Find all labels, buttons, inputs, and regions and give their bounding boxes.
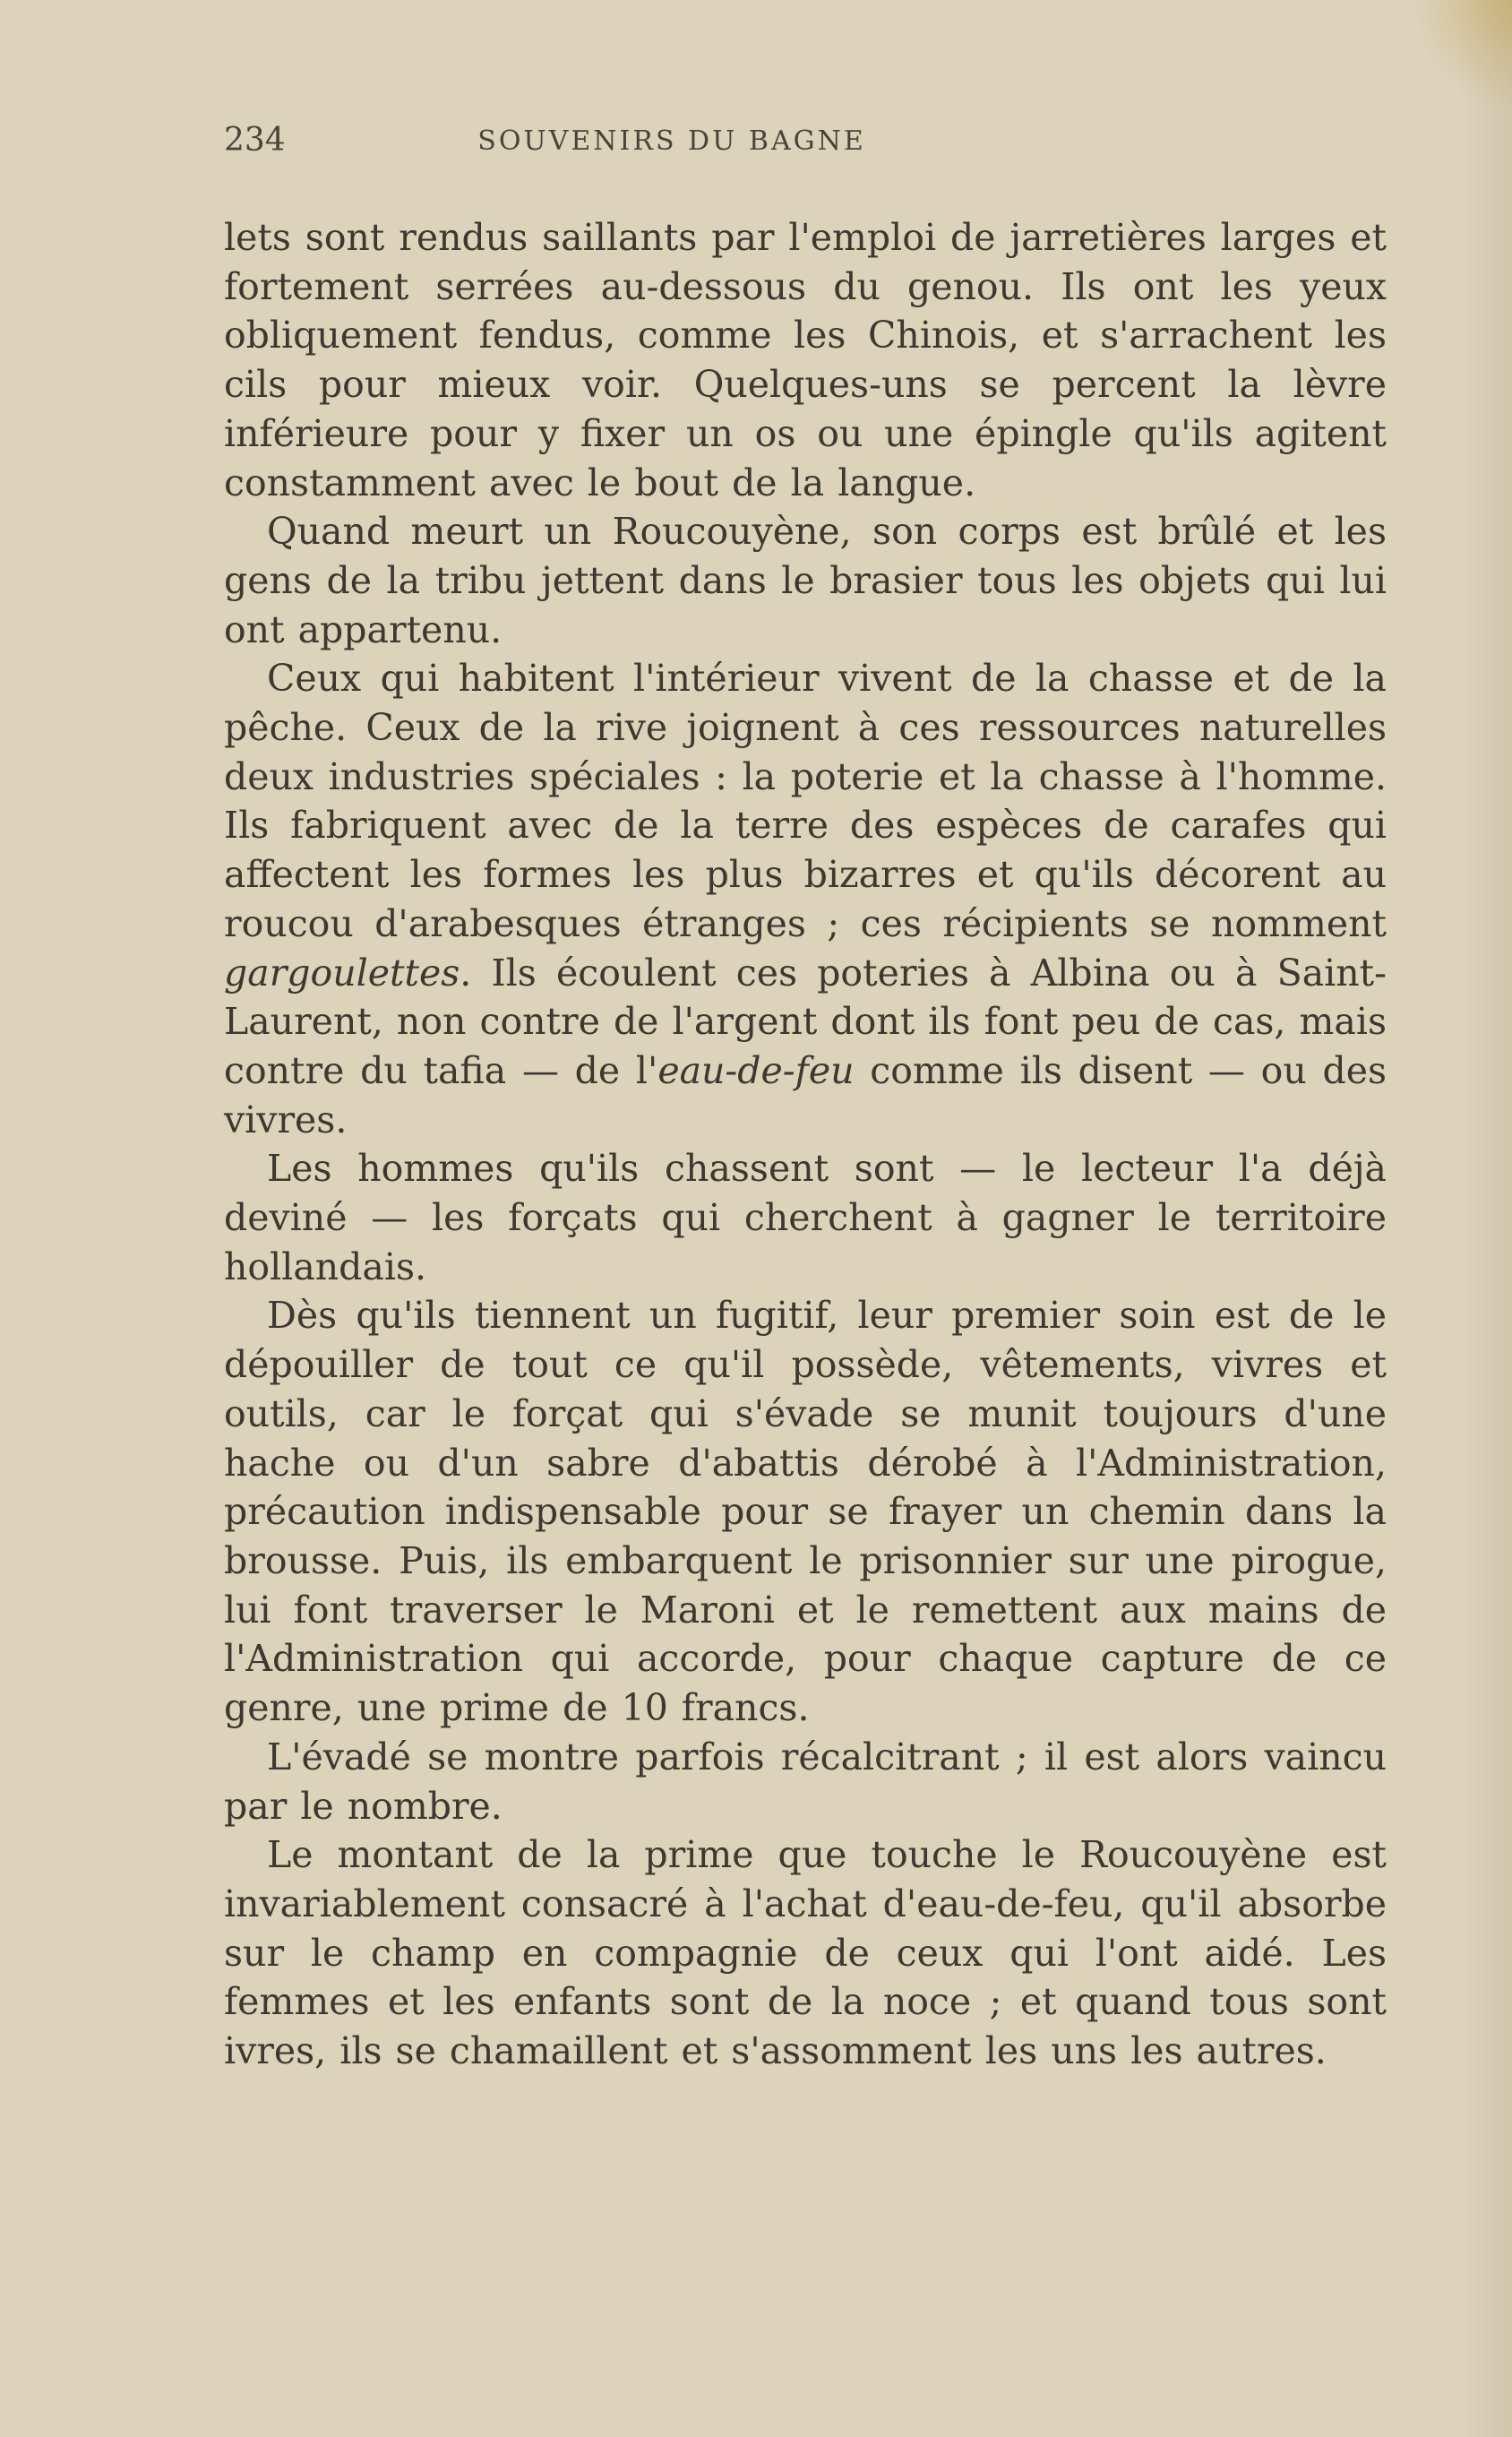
term-eau-de-feu: eau-de-feu (657, 1048, 855, 1092)
page-number: 234 (224, 122, 286, 159)
paragraph-3-part-a: Ceux qui habitent l'intérieur vivent de la chasse et de la pêche. Ceux de la rive joignent à ces ressources naturelles deux industries spéciales : la poterie et la chasse à l'homme. Ils fabriquent avec de la terre des espèces de carafes qui affectent les formes les plus bizarres et qu'ils décorent au roucou d'arabesques étranges ; ces récipients se nomment (224, 657, 1387, 945)
page-header (224, 122, 1388, 176)
paragraph-3-part-c: comme ils disent — ou des vivres. (224, 1048, 1387, 1141)
paragraph-3 (224, 654, 1387, 1144)
paragraph-6: L'évadé se montre parfois récalcitrant ; il est alors vaincu par le nombre. (224, 1735, 1387, 1828)
corner-stain (1413, 0, 1512, 108)
term-gargoulettes: gargoulettes (224, 951, 460, 995)
paragraph-1: lets sont rendus saillants par l'emploi de jarretières larges et fortement serrées au-dessous du genou. Ils ont les yeux obliquement fendus, comme les Chinois, et s'arrachent les cils pour mieux voir. Quelques-uns se percent la lèvre inférieure pour y fixer un os ou une épingle qu'ils agitent constamment avec le bout de la langue. (224, 216, 1387, 504)
page-edge-shadow (1458, 0, 1512, 2437)
paragraph-7: Le montant de la prime que touche le Roucouyène est invariablement consacré à l'achat d'eau-de-feu, qu'il absorbe sur le champ en compagnie de ceux qui l'ont aidé. Les femmes et les enfants sont de la noce ; et quand tous sont ivres, ils se chamaillent et s'assomment les uns les autres. (224, 1833, 1387, 2073)
paragraph-3-part-b: . Ils écoulent ces poteries à Albina ou à Saint-Laurent, non contre de l'argent dont ils font peu de cas, mais contre du tafia — de l' (224, 951, 1387, 1092)
paragraph-2: Quand meurt un Roucouyène, son corps est brûlé et les gens de la tribu jettent dans le brasier tous les objets qui lui ont appartenu. (224, 510, 1387, 651)
paragraph-4: Les hommes qu'ils chassent sont — le lecteur l'a déjà deviné — les forçats qui cherchent à gagner le territoire hollandais. (224, 1147, 1387, 1288)
body-text (224, 213, 1387, 2076)
paragraph-5: Dès qu'ils tiennent un fugitif, leur premier soin est de le dépouiller de tout ce qu'il possède, vêtements, vivres et outils, car le forçat qui s'évade se munit toujours d'une hache ou d'un sabre d'abattis dérobé à l'Administration, précaution indispensable pour se frayer un chemin dans la brousse. Puis, ils embarquent le prisonnier sur une pirogue, lui font traverser le Maroni et le remettent aux mains de l'Administration qui accorde, pour chaque capture de ce genre, une prime de 10 francs. (224, 1294, 1387, 1730)
running-title: SOUVENIRS DU BAGNE (477, 125, 866, 157)
